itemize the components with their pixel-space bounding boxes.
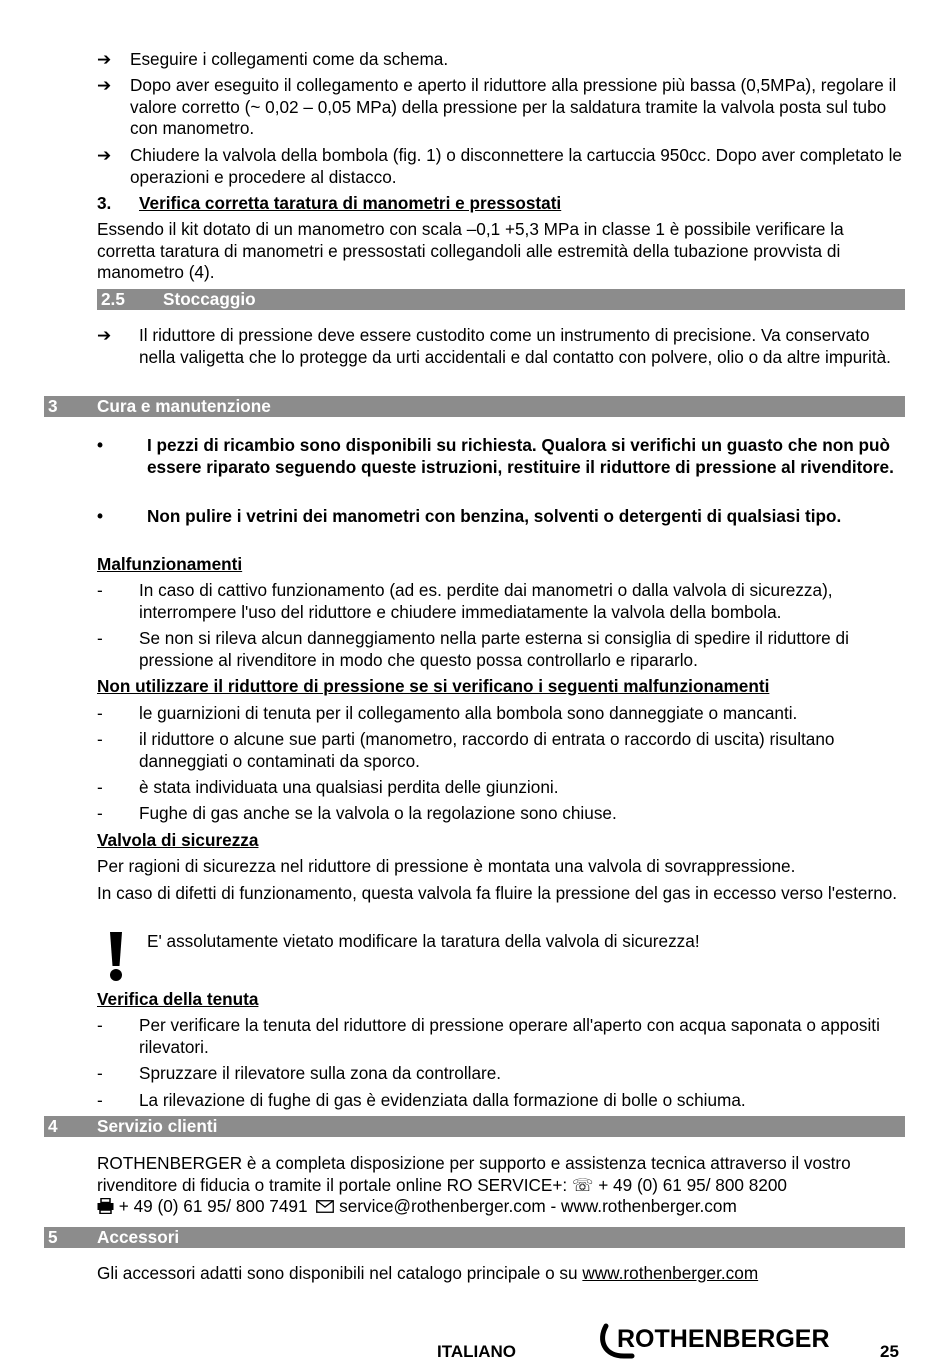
seal-item (97, 1063, 907, 1085)
section-number: 5 (48, 1227, 58, 1247)
malfunctions-heading: Malfunzionamenti (97, 554, 243, 574)
section-4-bar (44, 1116, 905, 1137)
intro-item-text: Chiudere la valvola della bombola (fig. 1) o disconnettere la cartuccia 950cc. Dopo aver completato le operazioni e procedere al distacco. (130, 145, 902, 187)
rothenberger-logo (598, 1322, 850, 1360)
section-5-bar (44, 1227, 905, 1248)
service-fax: + 49 (0) 61 95/ 800 7491 (118, 1196, 308, 1216)
service-intro: ROTHENBERGER è a completa disposizione per supporto e assistenza tecnica attraverso il vostro rivenditore di fiducia o tramite il portale online RO SERVICE+: (97, 1153, 851, 1195)
donot-item (97, 703, 907, 725)
dash-icon: - (97, 1015, 103, 1035)
section-number: 3 (48, 396, 58, 416)
donot-text: le guarnizioni di tenuta per il collegamento alla bombola sono danneggiate o mancanti. (139, 703, 798, 723)
donot-heading: Non utilizzare il riduttore di pressione se si verificano i seguenti malfunzionamenti (97, 676, 770, 696)
footer-language: ITALIANO (437, 1342, 517, 1361)
arrow-right-icon: ➔ (97, 326, 112, 345)
arrow-right-icon: ➔ (97, 50, 112, 69)
dash-icon: - (97, 703, 103, 723)
malfunction-text: Se non si rileva alcun danneggiamento nella parte esterna si consiglia di spedire il riduttore di pressione al rivenditore in modo che questo possa controllarlo e ripararlo. (139, 628, 849, 670)
section-number: 4 (48, 1116, 58, 1136)
bullet-item (97, 506, 897, 528)
service-text (97, 1153, 905, 1218)
section-title: Servizio clienti (97, 1116, 218, 1136)
donot-item (97, 777, 907, 799)
fax-icon (97, 1198, 114, 1214)
seal-text: Per verificare la tenuta del riduttore di pressione operare all'aperto con acqua saponata o appositi rilevatori. (139, 1015, 880, 1057)
dash-icon: - (97, 580, 103, 600)
valve-heading: Valvola di sicurezza (97, 830, 259, 850)
service-email[interactable]: service@rothenberger.com (339, 1196, 546, 1216)
seal-item (97, 1015, 907, 1058)
malfunction-item (97, 628, 907, 671)
dash-icon: - (97, 628, 103, 648)
intro-item (97, 145, 907, 188)
warning-text: E' assolutamente vietato modificare la taratura della valvola di sicurezza! (147, 931, 700, 951)
service-phone: + 49 (0) 61 95/ 800 8200 (598, 1174, 787, 1195)
bullet-text: I pezzi di ricambio sono disponibili su richiesta. Qualora si verifichi un guasto che non può essere riparato seguendo queste istruzioni, restituire il riduttore di pressione al rivenditore. (147, 435, 894, 477)
dash-icon: - (97, 777, 103, 797)
dash-icon: - (97, 1063, 103, 1083)
footer-brand: ROTHENBERGER (617, 1325, 830, 1353)
donot-item (97, 803, 907, 825)
accessories-link[interactable]: www.rothenberger.com (582, 1263, 759, 1283)
bullet-text: Non pulire i vetrini dei manometri con benzina, solventi o detergenti di qualsiasi tipo. (147, 506, 842, 526)
step3-title: Verifica corretta taratura di manometri e pressostati (139, 193, 562, 213)
exclamation-icon (107, 930, 125, 982)
intro-item (97, 75, 907, 140)
seal-text: Spruzzare il rilevatore sulla zona da controllare. (139, 1063, 502, 1083)
section-3-bar (44, 396, 905, 417)
step3-heading (97, 193, 561, 215)
service-web[interactable]: www.rothenberger.com (561, 1196, 737, 1216)
arrow-right-icon: ➔ (97, 76, 112, 95)
seal-item (97, 1090, 907, 1112)
valve-text-1: Per ragioni di sicurezza nel riduttore di pressione è montata una valvola di sovrappressione. (97, 856, 796, 876)
bullet-icon: • (97, 506, 104, 526)
section-title: Stoccaggio (163, 289, 256, 309)
donot-text: Fughe di gas anche se la valvola o la regolazione sono chiuse. (139, 803, 617, 823)
section-title: Cura e manutenzione (97, 396, 271, 416)
mail-icon (316, 1200, 334, 1213)
phone-icon: ☏ (571, 1174, 594, 1195)
dash-icon: - (97, 729, 103, 749)
step3-number: 3. (97, 193, 112, 213)
intro-item-text: Eseguire i collegamenti come da schema. (130, 49, 449, 69)
accessories-text (97, 1263, 905, 1285)
donot-item (97, 729, 907, 772)
donot-text: il riduttore o alcune sue parti (manometro, raccordo di entrata o raccordo di uscita) risultano danneggiati o contaminati da sporco. (139, 729, 835, 771)
seal-text: La rilevazione di fughe di gas è evidenziata dalla formazione di bolle o schiuma. (139, 1090, 746, 1110)
section-title: Accessori (97, 1227, 180, 1247)
valve-text-2: In caso di difetti di funzionamento, questa valvola fa fluire la pressione del gas in eccesso verso l'esterno. (97, 883, 898, 903)
intro-item-text: Dopo aver eseguito il collegamento e aperto il riduttore alla pressione più bassa (0,5MPa), regolare il valore corretto (~ 0,02 – 0,05 MPa) della pressione per la saldatura tramite la valvola posta sul tubo con manometro. (130, 75, 897, 138)
bullet-icon: • (97, 435, 104, 455)
seal-heading: Verifica della tenuta (97, 989, 259, 1009)
storage-item (97, 325, 907, 368)
arrow-right-icon: ➔ (97, 146, 112, 165)
dash-icon: - (97, 803, 103, 823)
section-number: 2.5 (101, 289, 125, 309)
bullet-item (97, 435, 897, 478)
accessories-intro: Gli accessori adatti sono disponibili nel catalogo principale o su (97, 1263, 578, 1283)
service-separator: - (550, 1196, 557, 1216)
malfunction-text: In caso di cattivo funzionamento (ad es. perdite dai manometri o dalla valvola di sicurezza), interrompere l'uso del riduttore e chiudere immediatamente la valvola della bombola. (139, 580, 833, 622)
section-2-5-bar (97, 289, 905, 310)
donot-text: è stata individuata una qualsiasi perdita delle giunzioni. (139, 777, 559, 797)
malfunction-item (97, 580, 907, 623)
storage-item-text: Il riduttore di pressione deve essere custodito come un instrumento di precisione. Va conservato nella valigetta che lo protegge da urti accidentali e dal contatto con polvere, olio o da altre impurità. (139, 325, 891, 367)
step3-text: Essendo il kit dotato di un manometro con scala –0,1 +5,3 MPa in classe 1 è possibile verificare la corretta taratura di manometri e pressostati collegandoli alle estremità della tubazione provvista di manometro (4). (97, 219, 844, 282)
intro-item (97, 49, 907, 71)
page-number: 25 (880, 1342, 899, 1361)
dash-icon: - (97, 1090, 103, 1110)
